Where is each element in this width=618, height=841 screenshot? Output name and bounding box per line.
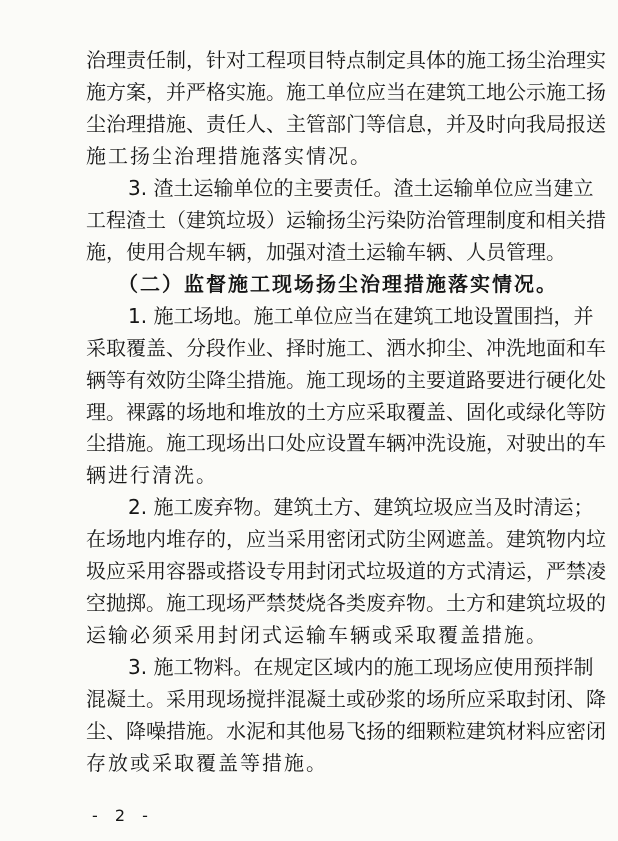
- text-line: 治理责任制，针对工程项目特点制定具体的施工扬尘治理实: [86, 48, 606, 72]
- text-line: 施，使用合规车辆，加强对渣土运输车辆、人员管理。: [86, 240, 566, 264]
- text-line: 理。裸露的场地和堆放的土方应采取覆盖、固化或绿化等防: [86, 400, 606, 424]
- text-line: 施方案，并严格实施。施工单位应当在建筑工地公示施工扬: [86, 80, 606, 104]
- text-line: 圾应采用容器或搭设专用封闭式垃圾道的方式清运，严禁凌: [86, 559, 606, 583]
- text-line: 运输必须采用封闭式运输车辆或采取覆盖措施。: [86, 623, 548, 647]
- text-line: 施工扬尘治理措施落实情况。: [86, 144, 372, 168]
- text-line: 辆等有效防尘降尘措施。施工现场的主要道路要进行硬化处: [86, 368, 606, 392]
- text-line: 1. 施工场地。施工单位应当在建筑工地设置围挡，并: [128, 304, 594, 328]
- page-number: - 2 -: [92, 806, 154, 825]
- text-line: 混凝土。采用现场搅拌混凝土或砂浆的场所应采取封闭、降: [86, 687, 606, 711]
- text-line: 辆进行清洗。: [86, 463, 218, 487]
- text-line: 尘措施。施工现场出口处应设置车辆冲洗设施，对驶出的车: [86, 431, 606, 455]
- text-line: 空抛掷。施工现场严禁焚烧各类废弃物。土方和建筑垃圾的: [86, 591, 606, 615]
- section-heading: （二）监督施工现场扬尘治理措施落实情况。: [118, 272, 558, 296]
- text-line: 2. 施工废弃物。建筑土方、建筑垃圾应当及时清运；: [128, 495, 594, 519]
- text-line: 3. 渣土运输单位的主要责任。渣土运输单位应当建立: [128, 176, 594, 200]
- text-line: 工程渣土（建筑垃圾）运输扬尘污染防治管理制度和相关措: [86, 208, 606, 232]
- text-line: 3. 施工物料。在规定区域内的施工现场应使用预拌制: [128, 655, 594, 679]
- text-line: 在场地内堆存的，应当采用密闭式防尘网遮盖。建筑物内垃: [86, 527, 606, 551]
- text-line: 采取覆盖、分段作业、择时施工、洒水抑尘、冲洗地面和车: [86, 336, 606, 360]
- text-line: 尘治理措施、责任人、主管部门等信息，并及时向我局报送: [86, 112, 606, 136]
- text-line: 尘、降噪措施。水泥和其他易飞扬的细颗粒建筑材料应密闭: [86, 719, 606, 743]
- text-line: 存放或采取覆盖等措施。: [86, 751, 328, 775]
